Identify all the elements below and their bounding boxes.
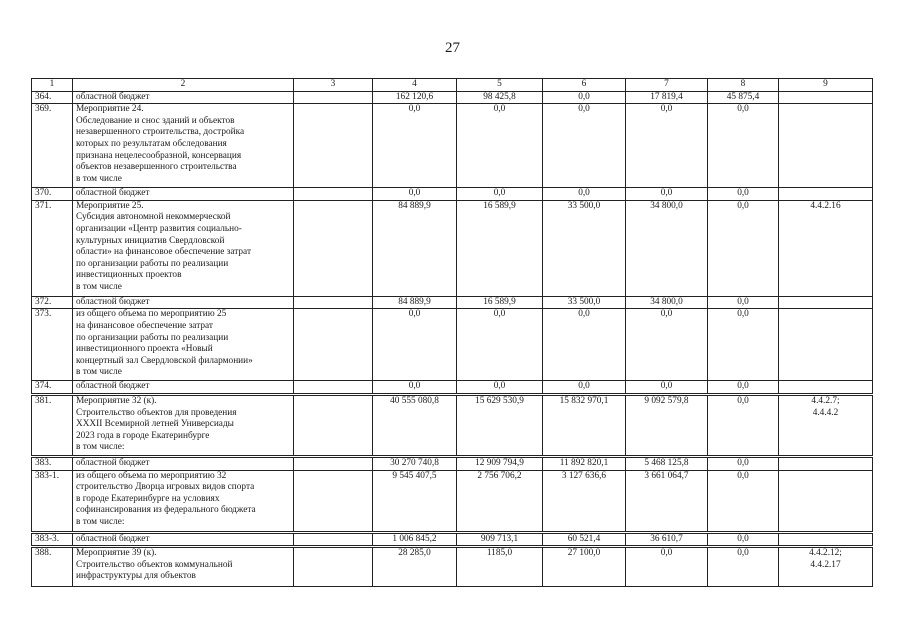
row-number-cell: 370. <box>32 188 73 201</box>
reference-cell <box>779 394 873 456</box>
description-line: Мероприятие 32 (к). <box>76 395 157 406</box>
table-row <box>32 200 873 296</box>
description-cell <box>73 309 294 381</box>
amount-cell: 0,0 <box>543 104 626 188</box>
amount-cell: 0,0 <box>543 309 626 381</box>
description-line: концертный зал Свердловской филармонии» <box>76 355 253 366</box>
column-3-cell <box>294 104 373 188</box>
table-row <box>32 381 873 395</box>
table-row <box>32 456 873 470</box>
description-line: в том числе: <box>76 516 125 527</box>
amount-cell: 0,0 <box>457 188 543 201</box>
table-header-row <box>32 79 873 92</box>
column-3-cell <box>294 296 373 309</box>
description-cell <box>73 188 294 201</box>
column-header: 8 <box>708 79 779 92</box>
description-line: на финансовое обеспечение затрат <box>76 320 213 331</box>
description-line: в том числе: <box>76 442 125 453</box>
row-number-cell: 383. <box>32 456 73 470</box>
amount-cell: 0,0 <box>457 381 543 395</box>
table-row <box>32 104 873 188</box>
description-line: признана нецелесообразной, консервация <box>76 150 242 161</box>
description-line: которых по результатам обследования <box>76 138 227 149</box>
row-number-cell: 374. <box>32 381 73 395</box>
reference-line: 4.4.2.17 <box>810 559 841 570</box>
amount-cell: 0,0 <box>543 91 626 104</box>
description-line: в том числе <box>76 281 122 292</box>
description-line: областной бюджет <box>76 91 150 102</box>
reference-cell <box>779 91 873 104</box>
amount-cell: 0,0 <box>708 188 779 201</box>
amount-cell: 1185,0 <box>457 547 543 587</box>
row-number-cell: 369. <box>32 104 73 188</box>
amount-cell: 0,0 <box>708 309 779 381</box>
amount-cell: 11 892 820,1 <box>543 456 626 470</box>
column-header: 6 <box>543 79 626 92</box>
table-row <box>32 394 873 456</box>
column-3-cell <box>294 188 373 201</box>
table-row <box>32 188 873 201</box>
description-line: Обследование и снос зданий и объектов <box>76 115 235 126</box>
table-row <box>32 532 873 547</box>
description-cell <box>73 547 294 587</box>
description-line: в том числе <box>76 173 122 184</box>
amount-cell: 0,0 <box>708 394 779 456</box>
amount-cell: 34 800,0 <box>626 296 708 309</box>
description-cell <box>73 456 294 470</box>
description-line: областной бюджет <box>76 296 150 307</box>
amount-cell: 0,0 <box>708 381 779 395</box>
reference-cell <box>779 532 873 547</box>
amount-cell: 98 425,8 <box>457 91 543 104</box>
reference-cell <box>779 470 873 532</box>
amount-cell: 5 468 125,8 <box>626 456 708 470</box>
amount-cell: 0,0 <box>543 381 626 395</box>
amount-cell: 12 909 794,9 <box>457 456 543 470</box>
reference-cell <box>779 456 873 470</box>
amount-cell: 16 589,9 <box>457 200 543 296</box>
amount-cell: 0,0 <box>373 104 457 188</box>
amount-cell: 3 127 636,6 <box>543 470 626 532</box>
reference-cell <box>779 200 873 296</box>
row-number-cell: 383-1. <box>32 470 73 532</box>
reference-cell <box>779 381 873 395</box>
amount-cell: 0,0 <box>373 188 457 201</box>
row-number-cell: 381. <box>32 394 73 456</box>
column-3-cell <box>294 547 373 587</box>
amount-cell: 0,0 <box>626 188 708 201</box>
amount-cell: 36 610,7 <box>626 532 708 547</box>
column-header: 9 <box>779 79 873 92</box>
amount-cell: 0,0 <box>708 104 779 188</box>
amount-cell: 2 756 706,2 <box>457 470 543 532</box>
reference-line: 4.4.2.7; <box>811 395 840 406</box>
amount-cell: 9 092 579,8 <box>626 394 708 456</box>
column-3-cell <box>294 91 373 104</box>
description-line: областной бюджет <box>76 533 150 544</box>
amount-cell: 60 521,4 <box>543 532 626 547</box>
description-line: областной бюджет <box>76 188 150 199</box>
description-line: организации «Центр развития социально- <box>76 223 242 234</box>
amount-cell: 30 270 740,8 <box>373 456 457 470</box>
amount-cell: 84 889,9 <box>373 296 457 309</box>
row-number-cell: 383-3. <box>32 532 73 547</box>
amount-cell: 27 100,0 <box>543 547 626 587</box>
amount-cell: 0,0 <box>708 532 779 547</box>
description-line: в том числе <box>76 367 122 378</box>
reference-cell <box>779 296 873 309</box>
amount-cell: 0,0 <box>373 309 457 381</box>
description-line: области» на финансовое обеспечение затрат <box>76 247 252 258</box>
description-line: областной бюджет <box>76 457 150 468</box>
column-header: 3 <box>294 79 373 92</box>
description-line: инвестиционного проекта «Новый <box>76 344 213 355</box>
amount-cell: 0,0 <box>626 381 708 395</box>
table-row <box>32 309 873 381</box>
amount-cell: 0,0 <box>708 200 779 296</box>
description-line: строительство Дворца игровых видов спорта <box>76 482 255 493</box>
amount-cell: 33 500,0 <box>543 200 626 296</box>
amount-cell: 1 006 845,2 <box>373 532 457 547</box>
column-3-cell <box>294 200 373 296</box>
budget-table <box>31 78 873 587</box>
table-row <box>32 470 873 532</box>
column-header: 2 <box>73 79 294 92</box>
table-row <box>32 547 873 587</box>
amount-cell: 0,0 <box>708 456 779 470</box>
reference-cell <box>779 547 873 587</box>
column-header: 4 <box>373 79 457 92</box>
amount-cell: 0,0 <box>708 547 779 587</box>
description-cell <box>73 394 294 456</box>
description-cell <box>73 470 294 532</box>
reference-cell <box>779 104 873 188</box>
column-header: 5 <box>457 79 543 92</box>
description-line: по организации работы по реализации <box>76 332 229 343</box>
column-header: 7 <box>626 79 708 92</box>
column-3-cell <box>294 532 373 547</box>
amount-cell: 0,0 <box>708 296 779 309</box>
amount-cell: 0,0 <box>708 470 779 532</box>
amount-cell: 3 661 064,7 <box>626 470 708 532</box>
description-line: в городе Екатеринбурге на условиях <box>76 493 220 504</box>
amount-cell: 162 120,6 <box>373 91 457 104</box>
row-number-cell: 388. <box>32 547 73 587</box>
amount-cell: 0,0 <box>626 309 708 381</box>
amount-cell: 17 819,4 <box>626 91 708 104</box>
column-3-cell <box>294 394 373 456</box>
page-number: 27 <box>445 40 460 56</box>
description-line: по организации работы по реализации <box>76 258 229 269</box>
amount-cell: 33 500,0 <box>543 296 626 309</box>
amount-cell: 0,0 <box>373 381 457 395</box>
description-line: Мероприятие 25. <box>76 200 144 211</box>
column-3-cell <box>294 470 373 532</box>
amount-cell: 40 555 080,8 <box>373 394 457 456</box>
reference-line: 4.4.4.2 <box>812 407 839 418</box>
amount-cell: 0,0 <box>457 104 543 188</box>
row-number-cell: 373. <box>32 309 73 381</box>
reference-cell <box>779 309 873 381</box>
row-number-cell: 371. <box>32 200 73 296</box>
amount-cell: 34 800,0 <box>626 200 708 296</box>
reference-line: 4.4.2.16 <box>810 200 841 211</box>
description-cell <box>73 104 294 188</box>
reference-cell <box>779 188 873 201</box>
column-3-cell <box>294 456 373 470</box>
amount-cell: 28 285,0 <box>373 547 457 587</box>
table-row <box>32 91 873 104</box>
description-line: инфраструктуры для объектов <box>76 571 196 582</box>
description-line: Мероприятие 39 (к). <box>76 548 157 559</box>
amount-cell: 16 589,9 <box>457 296 543 309</box>
table-row <box>32 296 873 309</box>
description-line: областной бюджет <box>76 381 150 392</box>
description-cell <box>73 200 294 296</box>
column-header: 1 <box>32 79 73 92</box>
description-line: из общего объема по мероприятию 25 <box>76 309 227 320</box>
amount-cell: 9 545 407,5 <box>373 470 457 532</box>
row-number-cell: 372. <box>32 296 73 309</box>
description-line: XXXII Всемирной летней Универсиады <box>76 419 234 430</box>
description-line: Субсидия автономной некоммерческой <box>76 212 231 223</box>
description-line: незавершенного строительства, достройка <box>76 127 245 138</box>
description-line: Мероприятие 24. <box>76 104 144 115</box>
amount-cell: 15 832 970,1 <box>543 394 626 456</box>
amount-cell: 0,0 <box>543 188 626 201</box>
amount-cell: 0,0 <box>626 104 708 188</box>
row-number-cell: 364. <box>32 91 73 104</box>
description-line: инвестиционных проектов <box>76 270 182 281</box>
amount-cell: 45 875,4 <box>708 91 779 104</box>
description-line: Строительство объектов коммунальной <box>76 559 233 570</box>
description-line: 2023 года в городе Екатеринбурге <box>76 430 210 441</box>
description-cell <box>73 381 294 395</box>
description-line: культурных инициатив Свердловской <box>76 235 225 246</box>
description-cell <box>73 532 294 547</box>
description-line: из общего объема по мероприятию 32 <box>76 470 227 481</box>
description-cell <box>73 296 294 309</box>
column-3-cell <box>294 309 373 381</box>
amount-cell: 909 713,1 <box>457 532 543 547</box>
reference-line: 4.4.2.12; <box>809 548 842 559</box>
description-line: софинансирования из федерального бюджета <box>76 505 256 516</box>
amount-cell: 0,0 <box>626 547 708 587</box>
description-line: Строительство объектов для проведения <box>76 407 237 418</box>
column-3-cell <box>294 381 373 395</box>
amount-cell: 84 889,9 <box>373 200 457 296</box>
amount-cell: 0,0 <box>457 309 543 381</box>
amount-cell: 15 629 530,9 <box>457 394 543 456</box>
description-cell <box>73 91 294 104</box>
description-line: объектов незавершенного строительства <box>76 162 237 173</box>
